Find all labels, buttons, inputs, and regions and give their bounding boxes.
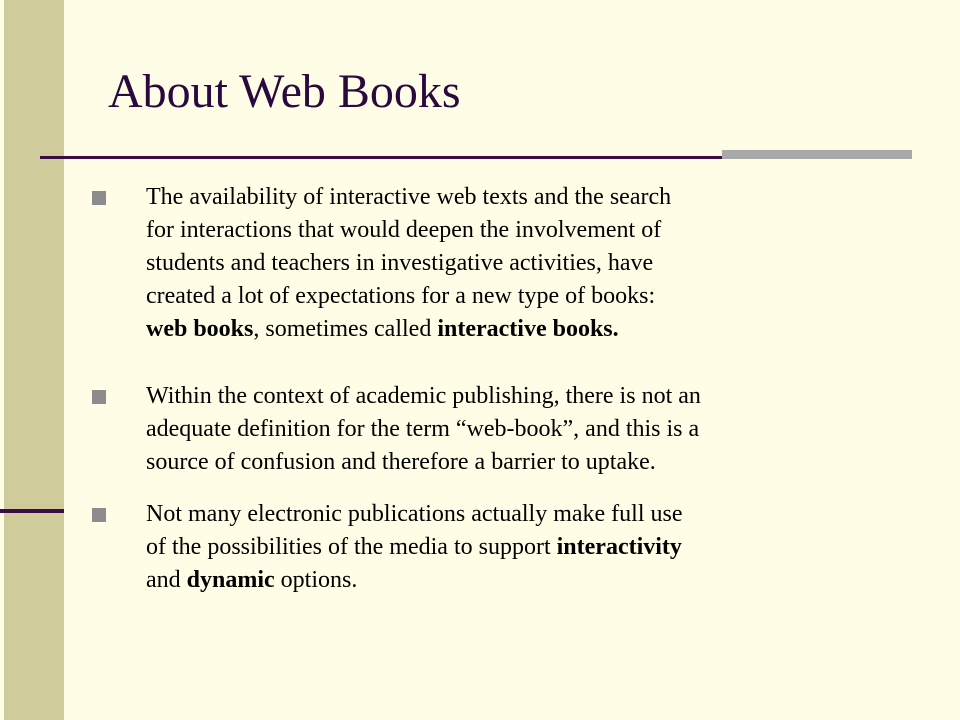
bold-term-web-books: web books bbox=[146, 316, 254, 342]
square-bullet-icon bbox=[92, 508, 106, 522]
text-segment: source of confusion and therefore a barrier to uptake. bbox=[146, 449, 656, 475]
side-band bbox=[0, 0, 64, 720]
bold-term-dynamic: dynamic bbox=[186, 567, 275, 593]
bold-term-interactivity: interactivity bbox=[556, 534, 682, 560]
title-underline-accent bbox=[722, 150, 912, 159]
text-segment: Within the context of academic publishing, there is not an bbox=[146, 383, 701, 409]
side-divider bbox=[0, 509, 64, 513]
text-segment: options. bbox=[274, 567, 358, 593]
text-segment: , sometimes called bbox=[253, 316, 438, 342]
text-segment: adequate definition for the term “web-book”, and this is a bbox=[146, 416, 700, 442]
bullet-text bbox=[146, 498, 906, 597]
text-segment: Not many electronic publications actually make full use bbox=[146, 501, 683, 527]
text-segment: of the possibilities of the media to support bbox=[146, 534, 557, 560]
bullet-text bbox=[146, 380, 906, 479]
text-segment: and bbox=[146, 567, 187, 593]
bullet-text bbox=[146, 181, 906, 346]
square-bullet-icon bbox=[92, 390, 106, 404]
text-segment: The availability of interactive web texts and the search bbox=[146, 184, 672, 210]
text-segment: created a lot of expectations for a new type of books: bbox=[146, 283, 656, 309]
bold-term-interactive-books: interactive books. bbox=[437, 316, 619, 342]
text-segment: for interactions that would deepen the involvement of bbox=[146, 217, 662, 243]
side-band-edge bbox=[0, 0, 4, 720]
slide-title: About Web Books bbox=[108, 65, 461, 118]
square-bullet-icon bbox=[92, 191, 106, 205]
text-segment: students and teachers in investigative activities, have bbox=[146, 250, 654, 276]
